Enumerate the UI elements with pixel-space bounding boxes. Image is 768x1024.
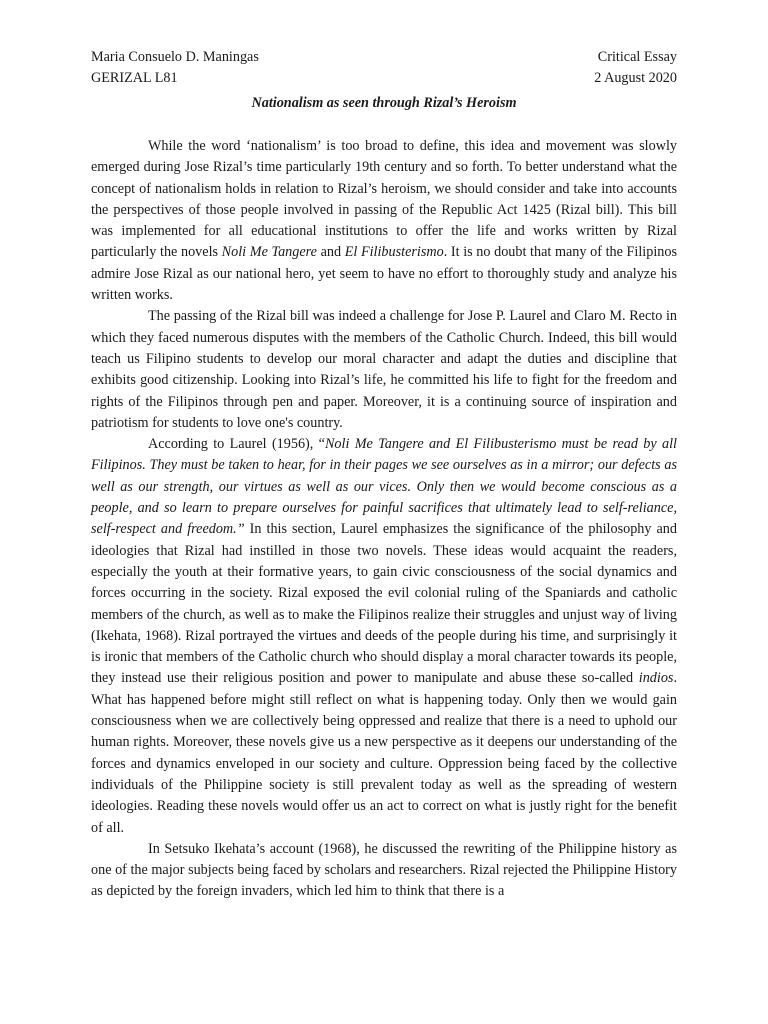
- novel-title-noli: Noli Me Tangere: [221, 244, 317, 261]
- laurel-quote: Noli Me Tangere and El Filibusterismo must be read by all Filipinos. They must be taken to hear, for in their pages we see ourselves as in a mirror; our defects as well as our strength, our virtues as well as our vices. Only then we would become conscious as a people, and so learn to prepare ourselves for painful sacrifices that ultimately lead to self-reliance, self-respect and freedom.”: [91, 436, 677, 538]
- essay-body: [91, 136, 677, 903]
- author-name: Maria Consuelo D. Maningas: [91, 49, 259, 65]
- paragraph-1: While the word ‘nationalism’ is too broad to define, this idea and movement was slowly emerged during Jose Rizal’s time particularly 19th century and so forth. To better understand what the concept of nationalism holds in relation to Rizal’s heroism, we should consider and take into accounts the perspectives of those people involved in passing of the Republic Act 1425 (Rizal bill). This bill was implemented for all educational institutions to offer the life and works written by Rizal particularly the novels Noli Me Tangere and El Filibusterismo. It is no doubt that many of the Filipinos admire Jose Rizal as our national hero, yet seem to have no effort to thoroughly study and analyze his written works.: [91, 138, 677, 304]
- course-code: GERIZAL L81: [91, 70, 178, 86]
- header-row-2: [91, 68, 677, 89]
- term-indios: indios: [638, 670, 674, 687]
- paragraph-3: According to Laurel (1956), “Noli Me Tangere and El Filibusterismo must be read by all Filipinos. They must be taken to hear, for in their pages we see ourselves as in a mirror; our defects as well as our strength, our virtues as well as our vices. Only then we would become conscious as a people, and so learn to prepare ourselves for painful sacrifices that ultimately lead to self-reliance, self-respect and freedom.” In this section, Laurel emphasizes the significance of the philosophy and ideologies that Rizal had instilled in those two novels. These ideas would acquaint the readers, especially the youth at their formative years, to gain civic consciousness of the social dynamics and forces occurring in the society. Rizal exposed the evil colonial ruling of the Spaniards and catholic members of the church, as well as to make the Filipinos realize their struggles and unjust way of living (Ikehata, 1968). Rizal portrayed the virtues and deeds of the people during his time, and surprisingly it is ironic that members of the Catholic church who should display a moral character towards its people, they instead use their religious position and power to manipulate and abuse these so-called indios. What has happened before might still reflect on what is happening today. Only then we would gain consciousness when we are collectively being oppressed and realize that there is a need to uphold our human rights. Moreover, these novels give us a new perspective as it deepens our understanding of the forces and dynamics enveloped in our society and culture. Oppression being faced by the collective individuals of the Philippine society is still prevalent today as well as the spreading of western ideologies. Reading these novels would offer us an act to correct on what is justly right for the benefit of all.: [91, 436, 677, 836]
- header-row-1: [91, 47, 677, 68]
- novel-title-fili: El Filibusterismo: [344, 244, 444, 261]
- document-type: Critical Essay: [597, 49, 677, 65]
- paragraph-4: In Setsuko Ikehata’s account (1968), he discussed the rewriting of the Philippine history as one of the major subjects being faced by scholars and researchers. Rizal rejected the Philippine History as depicted by the foreign invaders, which led him to think that there is a: [91, 840, 677, 900]
- document-date: 2 August 2020: [594, 70, 677, 86]
- essay-title: Nationalism as seen through Rizal’s Heroism: [251, 95, 517, 111]
- paragraph-2: The passing of the Rizal bill was indeed a challenge for Jose P. Laurel and Claro M. Recto in which they faced numerous disputes with the members of the Catholic Church. Indeed, this bill would teach us Filipino students to develop our moral character and adapt the duties and discipline that exhibits good citizenship. Looking into Rizal’s life, he committed his life to fight for the freedom and rights of the Filipinos through pen and paper. Moreover, it is a continuing source of inspiration and patriotism for students to love one's country.: [91, 308, 677, 431]
